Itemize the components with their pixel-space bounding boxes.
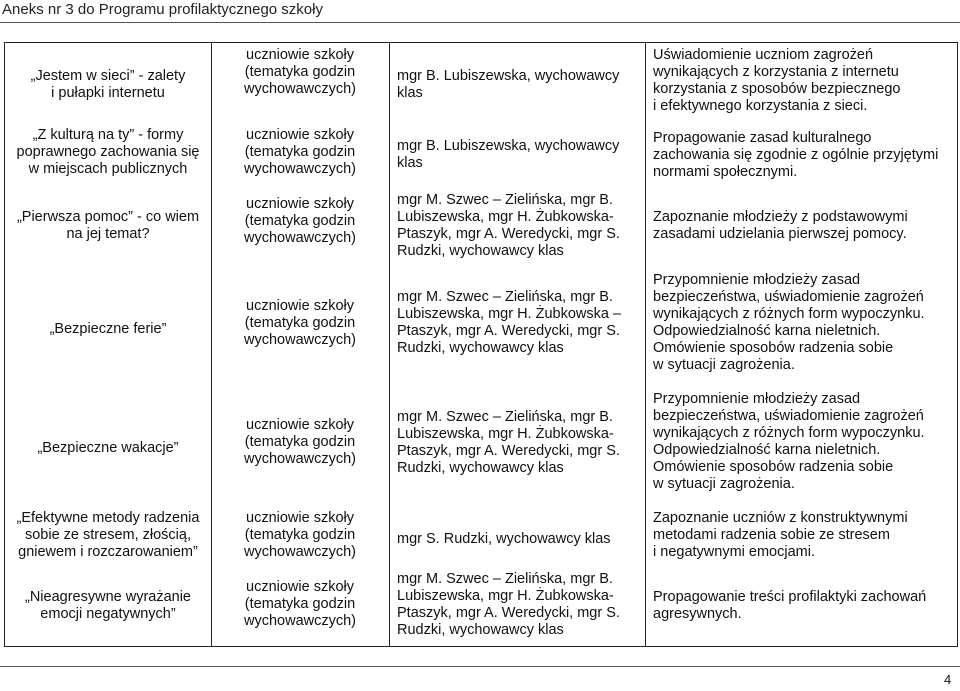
page-title: Aneks nr 3 do Programu profilaktycznego szkoły [2,1,323,18]
footer-rule [0,666,960,667]
topic-cell: „Jestem w sieci” - zalety i pułapki internetu [30,68,186,101]
audience-cell: uczniowie szkoły (tematyka godzin wychowawczych) [244,417,356,467]
topic-cell: „Pierwsza pomoc” - co wiem na jej temat? [16,209,200,242]
program-table [4,42,958,647]
page-header [0,0,960,24]
responsible-cell: mgr M. Szwec – Zielińska, mgr B. Lubiszewska, mgr H. Żubkowska- Ptaszyk, mgr A. Weredycki, mgr S. Rudzki, wychowawcy klas [397,409,620,476]
audience-cell: uczniowie szkoły (tematyka godzin wychowawczych) [244,510,356,560]
audience-cell: uczniowie szkoły (tematyka godzin wychowawczych) [244,298,356,348]
goals-cell: Zapoznanie uczniów z konstruktywnymi metodami radzenia sobie ze stresem i negatywnymi emocjami. [653,510,908,560]
goals-cell: Uświadomienie uczniom zagrożeń wynikających z korzystania z internetu korzystania z sposobów bezpiecznego i efektywnego korzystania z sieci. [653,47,901,114]
page-number: 4 [944,672,952,687]
goals-cell: Przypomnienie młodzieży zasad bezpieczeństwa, uświadomienie zagrożeń wynikających z różnych form wypoczynku. Odpowiedzialność karna nieletnich. Omówienie sposobów radzenia sobie w sytuacji zagrożenia. [653,391,925,492]
audience-cell: uczniowie szkoły (tematyka godzin wychowawczych) [244,196,356,246]
audience-cell: uczniowie szkoły (tematyka godzin wychowawczych) [244,47,356,97]
responsible-cell: mgr M. Szwec – Zielińska, mgr B. Lubiszewska, mgr H. Żubkowska – Ptaszyk, mgr A. Weredycki, mgr S. Rudzki, wychowawcy klas [397,289,622,356]
goals-cell: Przypomnienie młodzieży zasad bezpieczeństwa, uświadomienie zagrożeń wynikających z różnych form wypoczynku. Odpowiedzialność karna nieletnich. Omówienie sposobów radzenia sobie w sytuacji zagrożenia. [653,272,925,373]
responsible-cell: mgr B. Lubiszewska, wychowawcy klas [397,138,620,171]
topic-cell: „Bezpieczne ferie” [49,321,167,337]
topic-cell: „Z kulturą na ty” - formy poprawnego zachowania się w miejscach publicznych [16,127,200,177]
responsible-cell: mgr B. Lubiszewska, wychowawcy klas [397,68,620,101]
header-rule [0,22,960,23]
goals-cell: Propagowanie treści profilaktyki zachowań agresywnych. [653,589,927,622]
topic-cell: „Nieagresywne wyrażanie emocji negatywnych” [24,589,191,622]
audience-cell: uczniowie szkoły (tematyka godzin wychowawczych) [244,579,356,629]
responsible-cell: mgr M. Szwec – Zielińska, mgr B. Lubiszewska, mgr H. Żubkowska- Ptaszyk, mgr A. Weredycki, mgr S. Rudzki, wychowawcy klas [397,571,620,638]
responsible-cell: mgr S. Rudzki, wychowawcy klas [397,531,611,547]
goals-cell: Zapoznanie młodzieży z podstawowymi zasadami udzielania pierwszej pomocy. [653,209,908,242]
responsible-cell: mgr M. Szwec – Zielińska, mgr B. Lubiszewska, mgr H. Żubkowska- Ptaszyk, mgr A. Weredycki, mgr S. Rudzki, wychowawcy klas [397,192,620,259]
goals-cell: Propagowanie zasad kulturalnego zachowania się zgodnie z ogólnie przyjętymi normami społecznymi. [653,130,939,180]
topic-cell: „Efektywne metody radzenia sobie ze stresem, złością, gniewem i rozczarowaniem” [16,510,200,560]
audience-cell: uczniowie szkoły (tematyka godzin wychowawczych) [244,127,356,177]
topic-cell: „Bezpieczne wakacje” [37,440,179,456]
